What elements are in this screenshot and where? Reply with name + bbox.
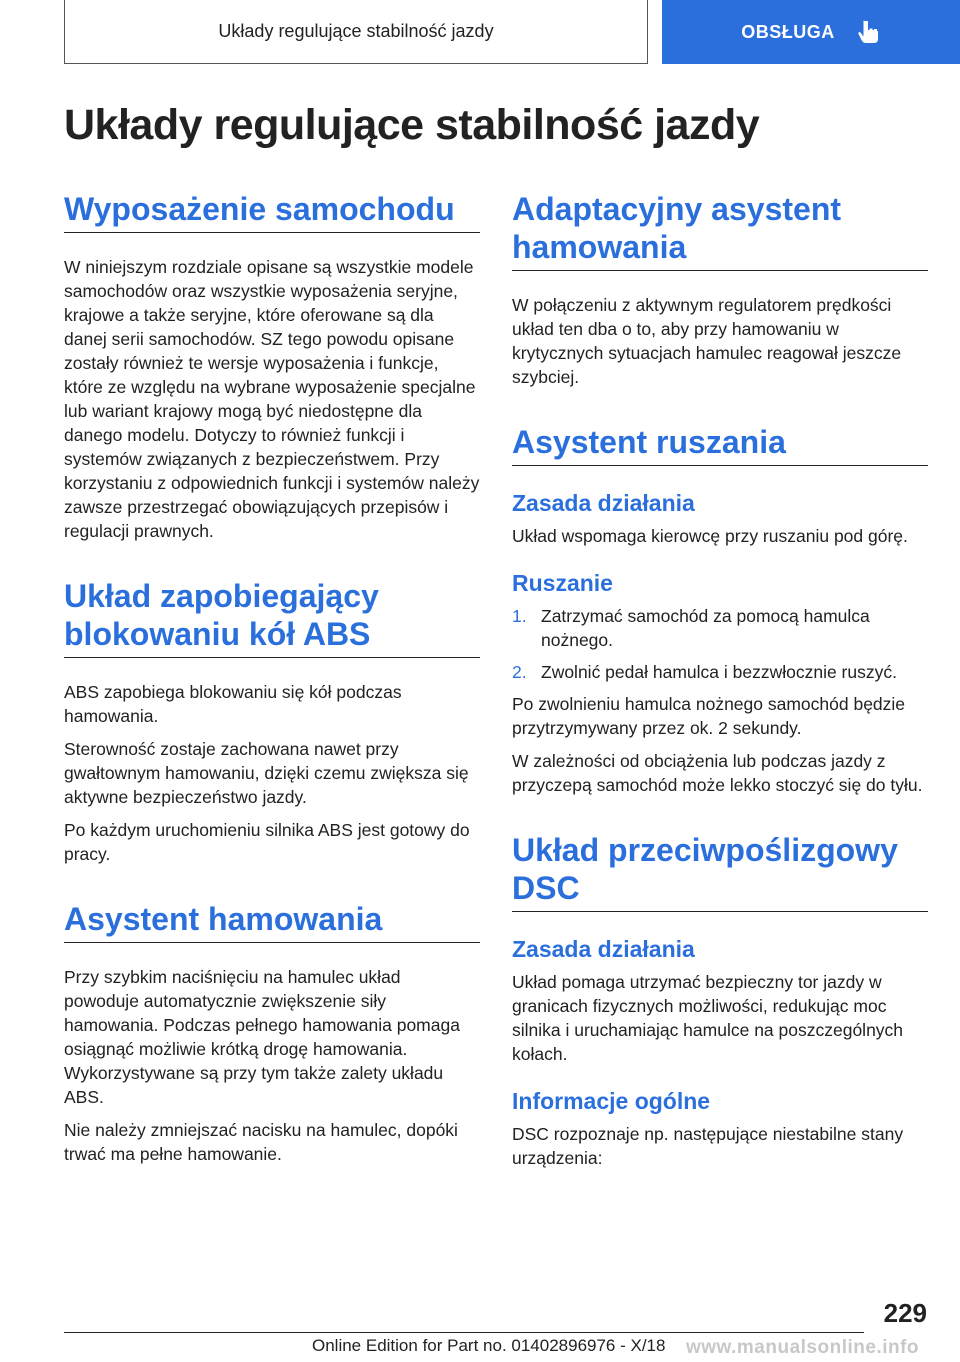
section-adaptive-brake-assist	[512, 190, 928, 389]
list-item	[512, 604, 928, 652]
left-column	[64, 190, 480, 1175]
right-column	[512, 190, 928, 1179]
list-item	[512, 660, 928, 684]
section-hill-start	[512, 423, 928, 797]
brake-assist-text-2: Nie należy zmniejszać nacisku na hamulec, dopóki trwać ma pełne hamowanie.	[64, 1120, 458, 1164]
abs-text-1: ABS zapobiega blokowaniu się kół podczas hamowania.	[64, 682, 402, 726]
watermark: www.manualsonline.info	[686, 1337, 920, 1358]
page-title: Układy regulujące stabilność jazdy	[64, 101, 760, 149]
section-dsc	[512, 831, 928, 1170]
section-tab[interactable]	[662, 0, 960, 64]
hill-principle-text: Układ wspomaga kierowcę przy ruszaniu pod górę.	[512, 526, 908, 546]
subheading-dsc-principle: Zasada działania	[512, 936, 695, 962]
hill-text-2: W zależności od obciążenia lub podczas jazdy z przyczepą samochód może lekko stoczyć się do tyłu.	[512, 751, 923, 795]
step-number: 1.	[512, 606, 527, 626]
heading-equipment: Wyposażenie samochodu	[64, 190, 480, 233]
footer-divider	[64, 1332, 864, 1333]
equipment-text: W niniejszym rozdziale opisane są wszystkie modele samochodów oraz wszystkie wyposażenia seryjne, krajowe a także seryjne, które oferowane są dla danej serii samochodów. SZ tego powodu opisane zostały również te wersje wyposażenia i funkcje, które ze względu na wybrane wyposażenie specjalne lub wariant krajowy mogą być niedostępne dla danego modelu. Dotyczy to również funkcji i systemów związanych z bezpieczeństwem. Przy korzystaniu z odpowiednich funkcji i systemów należy zawsze przestrzegać obowiązujących przepisów i regulacji prawnych.	[64, 257, 480, 541]
abs-text-2: Sterowność zostaje zachowana nawet przy gwałtownym hamowaniu, dzięki czemu zwiększa się aktywne bezpieczeństwo jazdy.	[64, 739, 469, 807]
subheading-hill-principle: Zasada działania	[512, 490, 695, 516]
heading-abs: Układ zapobiegający blokowaniu kół ABS	[64, 577, 480, 658]
dsc-general-text: DSC rozpoznaje np. następujące niestabilne stany urządzenia:	[512, 1124, 904, 1168]
section-equipment	[64, 190, 480, 543]
subheading-general-info: Informacje ogólne	[512, 1088, 711, 1114]
section-abs	[64, 577, 480, 866]
heading-dsc: Układ przeciwpoślizgowy DSC	[512, 831, 928, 912]
adaptive-text: W połączeniu z aktywnym regulatorem prędkości układ ten dba o to, aby przy hamowaniu w krytycznych sytuacjach hamulec reagował jeszcze szybciej.	[512, 295, 902, 387]
hill-text-1: Po zwolnieniu hamulca nożnego samochód będzie przytrzymywany przez ok. 2 sekundy.	[512, 694, 906, 738]
footer-edition: Online Edition for Part no. 01402896976 - X/18	[312, 1336, 666, 1355]
start-steps	[512, 604, 928, 684]
step-text: Zatrzymać samochód za pomocą hamulca nożnego.	[541, 606, 870, 650]
heading-hill-start: Asystent ruszania	[512, 423, 928, 466]
heading-adaptive-brake-assist: Adaptacyjny asystent hamowania	[512, 190, 928, 271]
section-brake-assist	[64, 900, 480, 1166]
step-text: Zwolnić pedał hamulca i bezzwłocznie ruszyć.	[541, 662, 897, 682]
heading-brake-assist: Asystent hamowania	[64, 900, 480, 943]
page-number: 229	[883, 1298, 927, 1328]
running-header-tab	[64, 0, 648, 64]
dsc-principle-text: Układ pomaga utrzymać bezpieczny tor jazdy w granicach fizycznych możliwości, redukując moc silnika i uruchamiając hamulce na poszczególnych kołach.	[512, 972, 904, 1064]
subheading-start: Ruszanie	[512, 570, 613, 596]
step-number: 2.	[512, 662, 527, 682]
pointing-hand-icon	[857, 20, 881, 44]
brake-assist-text-1: Przy szybkim naciśnięciu na hamulec układ powoduje automatycznie zwiększenie siły hamowania. Podczas pełnego hamowania pomaga osiągnąć możliwie krótką drogę hamowania. Wykorzystywane są przy tym także zalety układu ABS.	[64, 967, 460, 1107]
abs-text-3: Po każdym uruchomieniu silnika ABS jest gotowy do pracy.	[64, 820, 470, 864]
running-header-title: Układy regulujące stabilność jazdy	[218, 21, 494, 41]
section-label: OBSŁUGA	[741, 21, 835, 42]
